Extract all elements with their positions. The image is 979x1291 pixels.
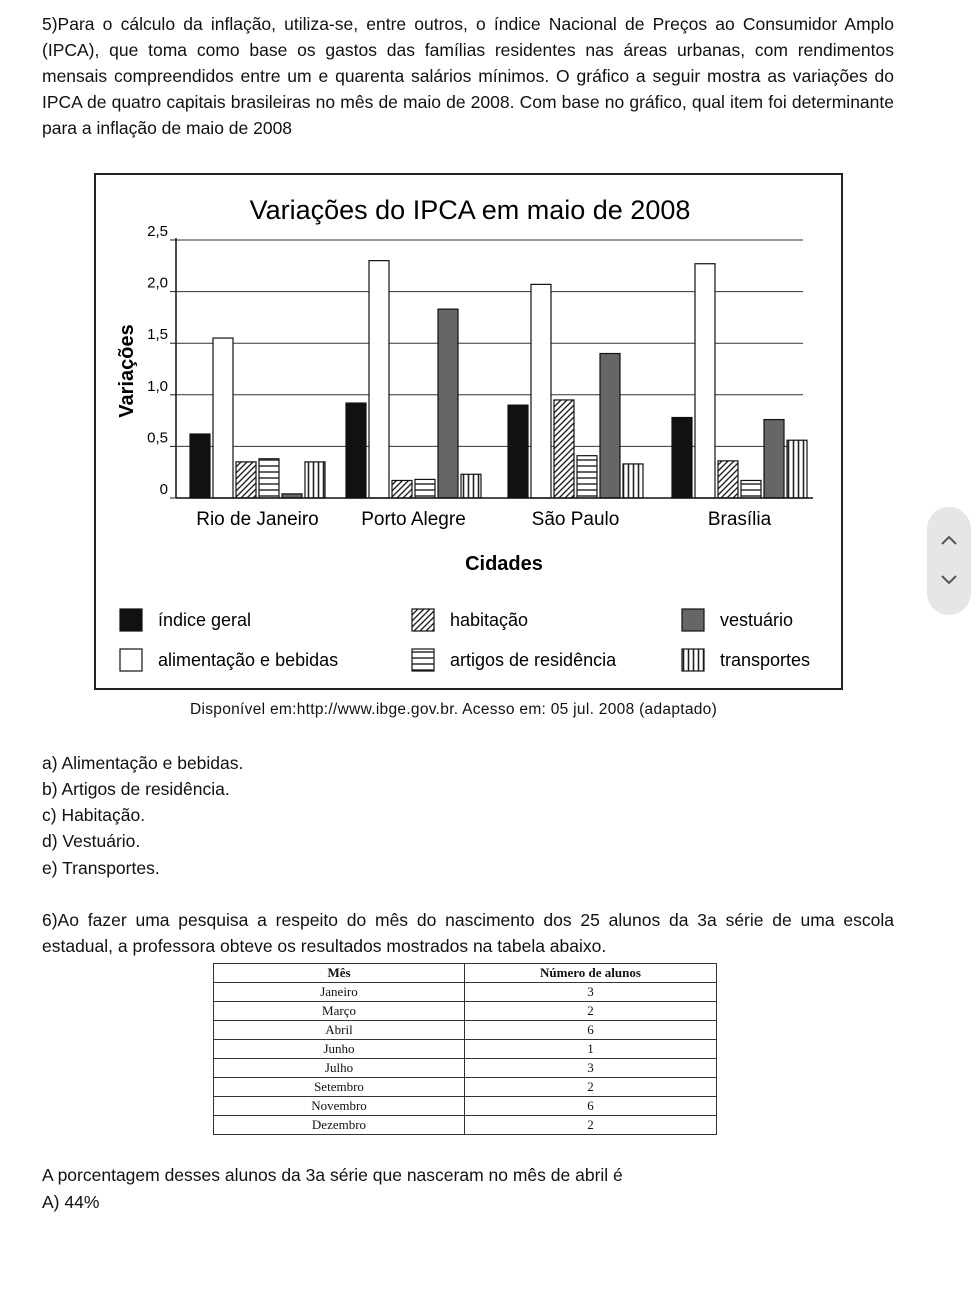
- bar-vertical: [305, 462, 325, 498]
- y-tick-label: 2,0: [147, 274, 168, 292]
- bar-black: [346, 403, 366, 498]
- count-cell: 3: [465, 1059, 717, 1078]
- bar-horizontal: [577, 456, 597, 498]
- answer-option-a: A) 44%: [42, 1192, 100, 1212]
- option-c: c) Habitação.: [42, 805, 146, 825]
- bar-gray: [438, 309, 458, 498]
- header-count: Número de alunos: [465, 964, 717, 983]
- month-cell: Junho: [214, 1040, 465, 1059]
- bar-gray: [600, 354, 620, 498]
- bar-vertical: [461, 474, 481, 498]
- table-row: [214, 1059, 717, 1078]
- chart-source: Disponível em:http://www.ibge.gov.br. Acesso em: 05 jul. 2008 (adaptado): [190, 701, 718, 718]
- bar-black: [190, 434, 210, 498]
- bar-white: [531, 284, 551, 498]
- bar-diagonal: [554, 400, 574, 498]
- y-tick-label: 0: [159, 481, 168, 498]
- month-cell: Março: [214, 1002, 465, 1021]
- bar-white: [369, 261, 389, 498]
- option-a: a) Alimentação e bebidas.: [42, 753, 244, 773]
- x-category-label: Brasília: [707, 509, 772, 530]
- bars: [190, 261, 807, 498]
- bar-horizontal: [415, 479, 435, 498]
- bar-black: [672, 418, 692, 498]
- x-category-label: Porto Alegre: [361, 509, 466, 530]
- header-month: Mês: [214, 964, 465, 983]
- x-axis-label: Cidades: [465, 553, 543, 575]
- bar-horizontal: [741, 480, 761, 498]
- question-5-text: 5)Para o cálculo da inflação, utiliza-se, entre outros, o índice Nacional de Preços ao Consumidor Amplo (IPCA), que toma como base os gastos das famílias residentes nas áreas urbanas, com rendimentos mensais compreendidos entre um e quarenta salários mínimos. O gráfico a seguir mostra as variações do IPCA de quatro capitais brasileiras no mês de maio de 2008. Com base no gráfico, qual item foi determinante para a inflação de maio de 2008: [42, 14, 894, 138]
- month-cell: Setembro: [214, 1078, 465, 1097]
- bar-vertical: [787, 440, 807, 498]
- bar-diagonal: [236, 462, 256, 498]
- bar-gray: [764, 420, 784, 498]
- table-row: [214, 1116, 717, 1135]
- chart-svg: [96, 175, 841, 688]
- month-cell: Abril: [214, 1021, 465, 1040]
- ipca-chart: [94, 173, 843, 690]
- y-tick-label: 0,5: [147, 429, 168, 447]
- legend-label: habitação: [450, 610, 529, 630]
- legend-swatch: [682, 609, 704, 631]
- question-6-text: 6)Ao fazer uma pesquisa a respeito do mês do nascimento dos 25 alunos da 3a série de uma escola estadual, a professora obteve os resultados mostrados na tabela abaixo.: [42, 910, 894, 956]
- legend: [120, 609, 810, 671]
- option-d: d) Vestuário.: [42, 831, 141, 851]
- table-row: [214, 1078, 717, 1097]
- scroll-navigation[interactable]: [927, 507, 971, 615]
- count-cell: 2: [465, 1078, 717, 1097]
- legend-label: índice geral: [158, 610, 252, 630]
- table-header-row: [214, 964, 717, 983]
- legend-swatch: [412, 649, 434, 671]
- x-category-label: São Paulo: [531, 509, 620, 530]
- option-b: b) Artigos de residência.: [42, 779, 230, 799]
- legend-label: artigos de residência: [450, 650, 617, 670]
- y-tick-label: 1,0: [147, 377, 168, 395]
- table-row: [214, 1040, 717, 1059]
- table-row: [214, 1021, 717, 1040]
- legend-swatch: [120, 609, 142, 631]
- month-cell: Dezembro: [214, 1116, 465, 1135]
- chevron-up-icon[interactable]: [939, 531, 959, 551]
- legend-swatch: [120, 649, 142, 671]
- chevron-down-icon[interactable]: [939, 569, 959, 589]
- count-cell: 2: [465, 1116, 717, 1135]
- legend-label: alimentação e bebidas: [158, 650, 339, 670]
- bar-vertical: [623, 464, 643, 498]
- option-e: e) Transportes.: [42, 858, 160, 878]
- x-category-label: Rio de Janeiro: [196, 509, 319, 530]
- month-cell: Novembro: [214, 1097, 465, 1116]
- count-cell: 3: [465, 983, 717, 1002]
- count-cell: 2: [465, 1002, 717, 1021]
- bar-white: [213, 338, 233, 498]
- question-6-prompt: A porcentagem desses alunos da 3a série que nasceram no mês de abril é: [42, 1165, 623, 1185]
- count-cell: 6: [465, 1021, 717, 1040]
- y-tick-label: 2,5: [147, 223, 168, 240]
- month-cell: Janeiro: [214, 983, 465, 1002]
- legend-label: transportes: [720, 650, 811, 670]
- bar-diagonal: [392, 480, 412, 498]
- count-cell: 1: [465, 1040, 717, 1059]
- bar-diagonal: [718, 461, 738, 498]
- bar-black: [508, 405, 528, 498]
- chart-title: Variações do IPCA em maio de 2008: [249, 195, 691, 225]
- y-axis-label: Variações: [116, 324, 138, 418]
- table-row: [214, 1097, 717, 1116]
- month-table: [213, 963, 717, 1135]
- table-row: [214, 1002, 717, 1021]
- table-row: [214, 983, 717, 1002]
- y-tick-label: 1,5: [147, 326, 168, 344]
- count-cell: 6: [465, 1097, 717, 1116]
- legend-swatch: [412, 609, 434, 631]
- month-cell: Julho: [214, 1059, 465, 1078]
- legend-swatch: [682, 649, 704, 671]
- bar-white: [695, 264, 715, 498]
- bar-horizontal: [259, 459, 279, 498]
- legend-label: vestuário: [720, 610, 794, 630]
